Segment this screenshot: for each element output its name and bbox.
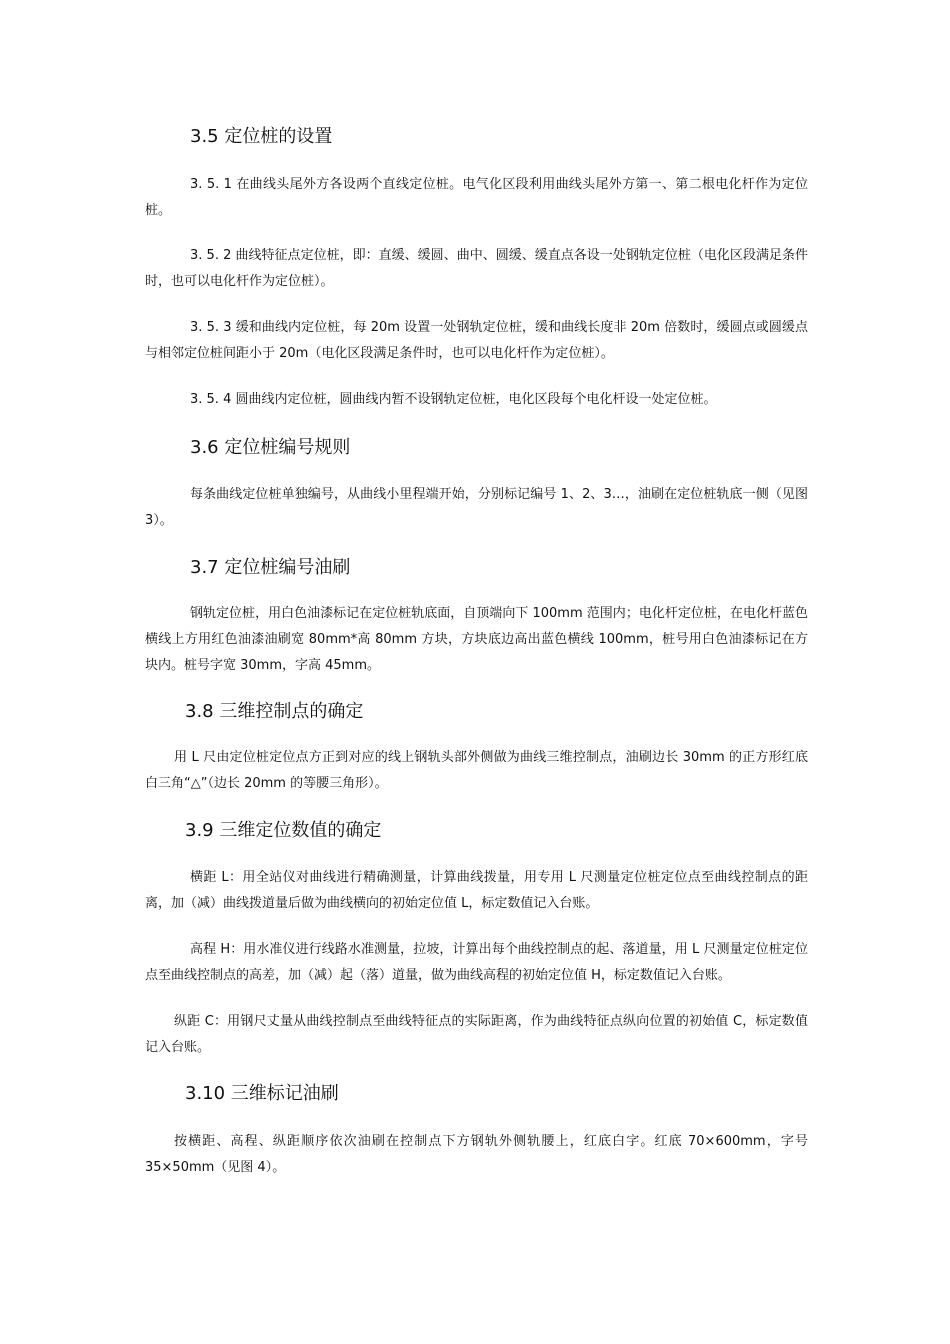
section-heading-3-7: 3.7 定位桩编号油刷	[190, 557, 351, 578]
section-heading-3-10: 3.10 三维标记油刷	[185, 1083, 339, 1104]
paragraph-3-5-2: 3. 5. 2 曲线特征点定位桩，即：直缓、缓圆、曲中、圆缓、缓直点各设一处钢轨定位桩（电化区段满足条件时，也可以电化杆作为定位桩）。	[145, 248, 808, 289]
paragraph-3-9-c: 纵距 C：用钢尺丈量从曲线控制点至曲线特征点的实际距离，作为曲线特征点纵向位置的初始值 C，标定数值记入台账。	[145, 1014, 808, 1055]
section-heading-3-9: 3.9 三维定位数值的确定	[185, 820, 382, 841]
paragraph-3-5-4: 3. 5. 4 圆曲线内定位桩，圆曲线内暂不设钢轨定位桩，电化区段每个电化杆设一处定位桩。	[190, 392, 717, 407]
section-heading-3-5: 3.5 定位桩的设置	[190, 126, 333, 147]
paragraph-3-7: 钢轨定位桩，用白色油漆标记在定位桩轨底面，自顶端向下 100mm 范围内；电化杆定位桩，在电化杆蓝色横线上方用红色油漆油刷宽 80mm*高 80mm 方块，方块底边高出蓝色横线 100mm，桩号用白色油漆标记在方块内。桩号字宽 30mm，字高 45mm。	[145, 606, 808, 673]
paragraph-3-5-3: 3. 5. 3 缓和曲线内定位桩，每 20m 设置一处钢轨定位桩，缓和曲线长度非 20m 倍数时，缓圆点或圆缓点与相邻定位桩间距小于 20m（电化区段满足条件时，也可以电化杆作为定位桩）。	[145, 320, 808, 361]
paragraph-3-10: 按横距、高程、纵距顺序依次油刷在控制点下方钢轨外侧轨腰上，红底白字。红底 70×600mm，字号 35×50mm（见图 4）。	[145, 1134, 808, 1175]
paragraph-3-6: 每条曲线定位桩单独编号，从曲线小里程端开始，分别标记编号 1、2、3…，油刷在定位桩轨底一侧（见图 3）。	[145, 487, 808, 528]
paragraph-3-9-h: 高程 H：用水准仪进行线路水准测量，拉坡，计算出每个曲线控制点的起、落道量，用 L 尺测量定位桩定位点至曲线控制点的高差，加（减）起（落）道量，做为曲线高程的初始定位值 H，标定数值记入台账。	[145, 942, 808, 983]
paragraph-3-5-1: 3. 5. 1 在曲线头尾外方各设两个直线定位桩。电气化区段利用曲线头尾外方第一、第二根电化杆作为定位桩。	[145, 177, 808, 218]
section-heading-3-6: 3.6 定位桩编号规则	[190, 437, 351, 458]
paragraph-3-9-l: 横距 L：用全站仪对曲线进行精确测量，计算曲线拨量，用专用 L 尺测量定位桩定位点至曲线控制点的距离，加（减）曲线拨道量后做为曲线横向的初始定位值 L，标定数值记入台账。	[145, 870, 808, 911]
section-heading-3-8: 3.8 三维控制点的确定	[185, 701, 364, 722]
paragraph-3-8: 用 L 尺由定位桩定位点方正到对应的线上钢轨头部外侧做为曲线三维控制点，油刷边长 30mm 的正方形红底白三角“△”（边长 20mm 的等腰三角形）。	[145, 750, 808, 791]
